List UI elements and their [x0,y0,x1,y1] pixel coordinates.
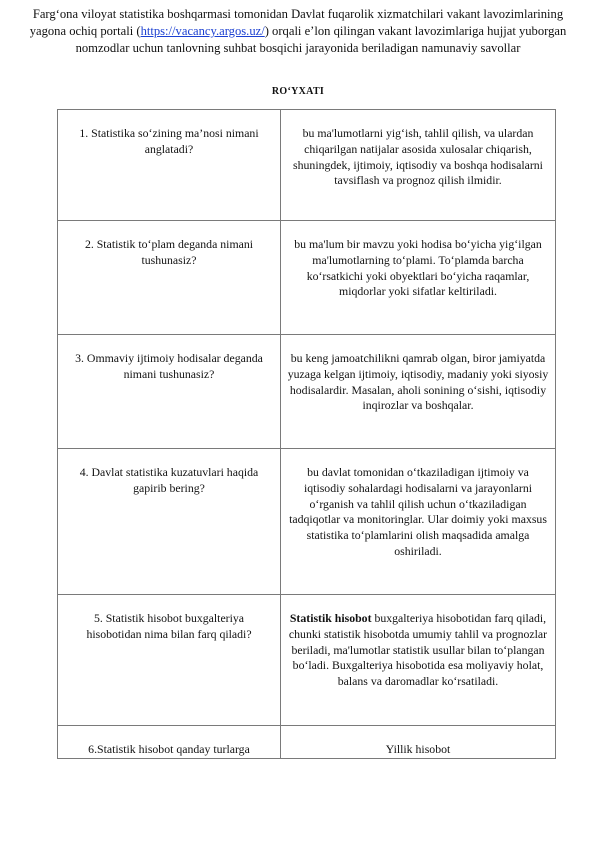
heading-text-end: ) orqali e’lon qilingan vakant lavozimlariga hujjat yuborgan nomzodlar uchun tanlovning suhbat bosqichi jarayonida beriladigan namunaviy savollar [75,24,567,55]
questions-table [57,109,556,759]
question-cell [58,335,281,449]
table-row [58,335,556,449]
list-title: RO‘YXATI [271,86,325,97]
table-row [58,595,556,726]
question-cell [58,221,281,335]
question-text: 3. Ommaviy ijtimoiy hodisalar deganda nimani tushunasiz? [75,351,263,381]
question-text: 4. Davlat statistika kuzatuvlari haqida gapirib bering? [79,465,259,495]
question-text: 2. Statistik to‘plam deganda nimani tushunasiz? [84,237,254,267]
vacancy-portal-link[interactable]: https://vacancy.argos.uz/ [140,24,265,38]
answer-text: Yillik hisobot [385,742,451,756]
question-text: 6.Statistik hisobot qanday turlarga [88,742,250,756]
answer-cell [281,726,556,759]
question-text: 5. Statistik hisobot buxgalteriya hisobotidan nima bilan farq qiladi? [86,611,252,641]
answer-cell [281,110,556,221]
table-row [58,726,556,759]
answer-cell [281,595,556,726]
question-text: 1. Statistika so‘zining ma’nosi nimani anglatadi? [79,126,259,156]
table-row [58,449,556,595]
answer-text: bu ma'lum bir mavzu yoki hodisa bo‘yicha yig‘ilgan ma'lumotlarning to‘plami. To‘plamda barcha ko‘rsatkichi yoki obyektlari bo‘yicha raqamlar, miqdorlar yoki sifatlar keltiriladi. [294,237,542,299]
answer-bold-term: Statistik hisobot [289,611,372,625]
answer-text [281,595,555,690]
answer-text: bu davlat tomonidan o‘tkaziladigan ijtimoiy va iqtisodiy sohalardagi hodisalarni va jarayonlarni o‘rganish va tahlil qilish uchun o‘tkaziladigan tadqiqotlar va monitoringlar. Ular doimiy yoki maxsus statistika to‘plamlarini olish maqsadida amalga oshiriladi. [289,465,547,558]
table-row [58,221,556,335]
question-cell [58,726,281,759]
document-heading [28,6,568,57]
answer-rest-text: buxgalteriya hisobotidan farq qiladi, chunki statistik hisobotda umumiy tahlil va prognozlar beriladi, ma'lumotlar statistik usullar bilan to‘plangan bo‘ladi. Buxgalteriya hisobotida esa moliyaviy holat, balans va daromadlar ko‘rsatiladi. [288,611,548,689]
heading-text-start: Farg‘ona viloyat statistika boshqarmasi tomonidan Davlat fuqarolik xizmatchilari vakant lavozimlarining yagona ochiq portali ( [29,7,564,38]
answer-cell [281,221,556,335]
answer-cell [281,335,556,449]
question-cell [58,449,281,595]
answer-cell [281,449,556,595]
question-cell [58,110,281,221]
answer-text: bu keng jamoatchilikni qamrab olgan, biror jamiyatda yuzaga kelgan ijtimoiy, iqtisodiy, madaniy yoki siyosiy hodisalardir. Masalan, aholi sonining o‘sishi, iqtisodiy inqirozlar va boshqalar. [287,351,549,413]
table-row [58,110,556,221]
question-cell [58,595,281,726]
answer-text: bu ma'lumotlarni yig‘ish, tahlil qilish, va ulardan chiqarilgan natijalar asosida xulosalar chiqarish, shuningdek, ijtimoiy, iqtisodiy va boshqa hodisalarni tavsiflash va prognoz qilish ilmidir. [293,126,543,188]
